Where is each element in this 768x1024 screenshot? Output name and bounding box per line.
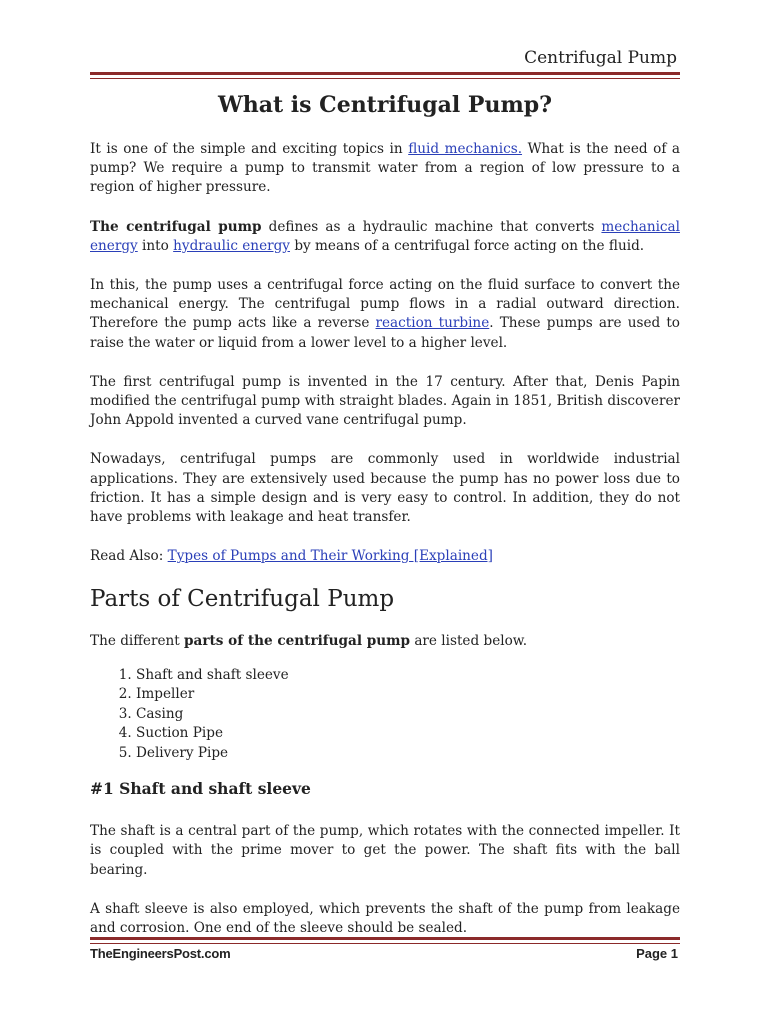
mechanical-energy-link[interactable]: mechanical energy [90,218,680,254]
text-span: What is the need of a pump? We require a pump to transmit water from a region of low pressure to a region of higher pressure. [90,141,680,196]
text-span: by means of a centrifugal force acting on the fluid. [290,237,645,254]
fluid-mechanics-link[interactable]: fluid mechanics. [408,141,523,157]
bold-term: parts of the centrifugal pump [184,633,410,650]
shaft-subheading: #1 Shaft and shaft sleeve [90,779,311,799]
types-of-pumps-link[interactable]: Types of Pumps and Their Working [Explained] [167,548,493,565]
text-span: into [137,237,174,254]
shaft-paragraph: The shaft is a central part of the pump, which rotates with the connected impeller. It is coupled with the prime mover to get the power. The shaft fits with the ball bearing. [90,823,680,878]
footer-divider [90,937,680,943]
hydraulic-energy-link[interactable]: hydraulic energy [173,237,290,254]
reaction-turbine-link[interactable]: reaction turbine [375,315,490,332]
working-paragraph [90,276,680,353]
list-item: 3. Casing [136,705,680,725]
page-title: What is Centrifugal Pump? [218,92,552,118]
list-item: 1. Shaft and shaft sleeve [136,666,680,686]
text-span: . These pumps are used to raise the water or liquid from a lower level to a higher level. [90,315,680,351]
parts-list [90,666,680,764]
text-span: It is one of the simple and exciting topics in [90,141,409,157]
definition-paragraph [90,218,680,256]
list-item: 5. Delivery Pipe [136,744,680,764]
history-paragraph: The first centrifugal pump is invented in the 17 century. After that, Denis Papin modified the centrifugal pump with straight blades. Again in 1851, British discoverer John Appold invented a curved vane centrifugal pump. [90,373,680,429]
parts-intro [90,632,680,651]
parts-heading: Parts of Centrifugal Pump [90,586,395,613]
text-span: defines as a hydraulic machine that converts [261,218,602,235]
text-span: In this, the pump uses a centrifugal force acting on the fluid surface to convert the mechanical energy. The centrifugal pump flows in a radial outward direction. Therefore the pump acts like a reverse [90,277,680,332]
document-body [90,92,680,958]
list-item: 2. Impeller [136,685,680,705]
footer-site: TheEngineersPost.com [90,946,231,961]
bold-term: The centrifugal pump [90,218,262,235]
text-span: The different [90,633,185,650]
intro-paragraph [90,140,680,198]
header-title: Centrifugal Pump [524,48,677,68]
header-divider [90,72,680,78]
applications-paragraph: Nowadays, centrifugal pumps are commonly used in worldwide industrial applications. They are extensively used because the pump has no power loss due to friction. It has a simple design and is very easy to control. In addition, they do not have problems with leakage and heat transfer. [90,451,680,526]
text-span: are listed below. [410,633,528,650]
read-also-label: Read Also: [90,548,168,565]
sleeve-paragraph: A shaft sleeve is also employed, which prevents the shaft of the pump from leakage and corrosion. One end of the sleeve should be sealed. [90,900,680,936]
list-item: 4. Suction Pipe [136,724,680,744]
page-number: Page 1 [636,946,678,961]
read-also [90,547,680,566]
